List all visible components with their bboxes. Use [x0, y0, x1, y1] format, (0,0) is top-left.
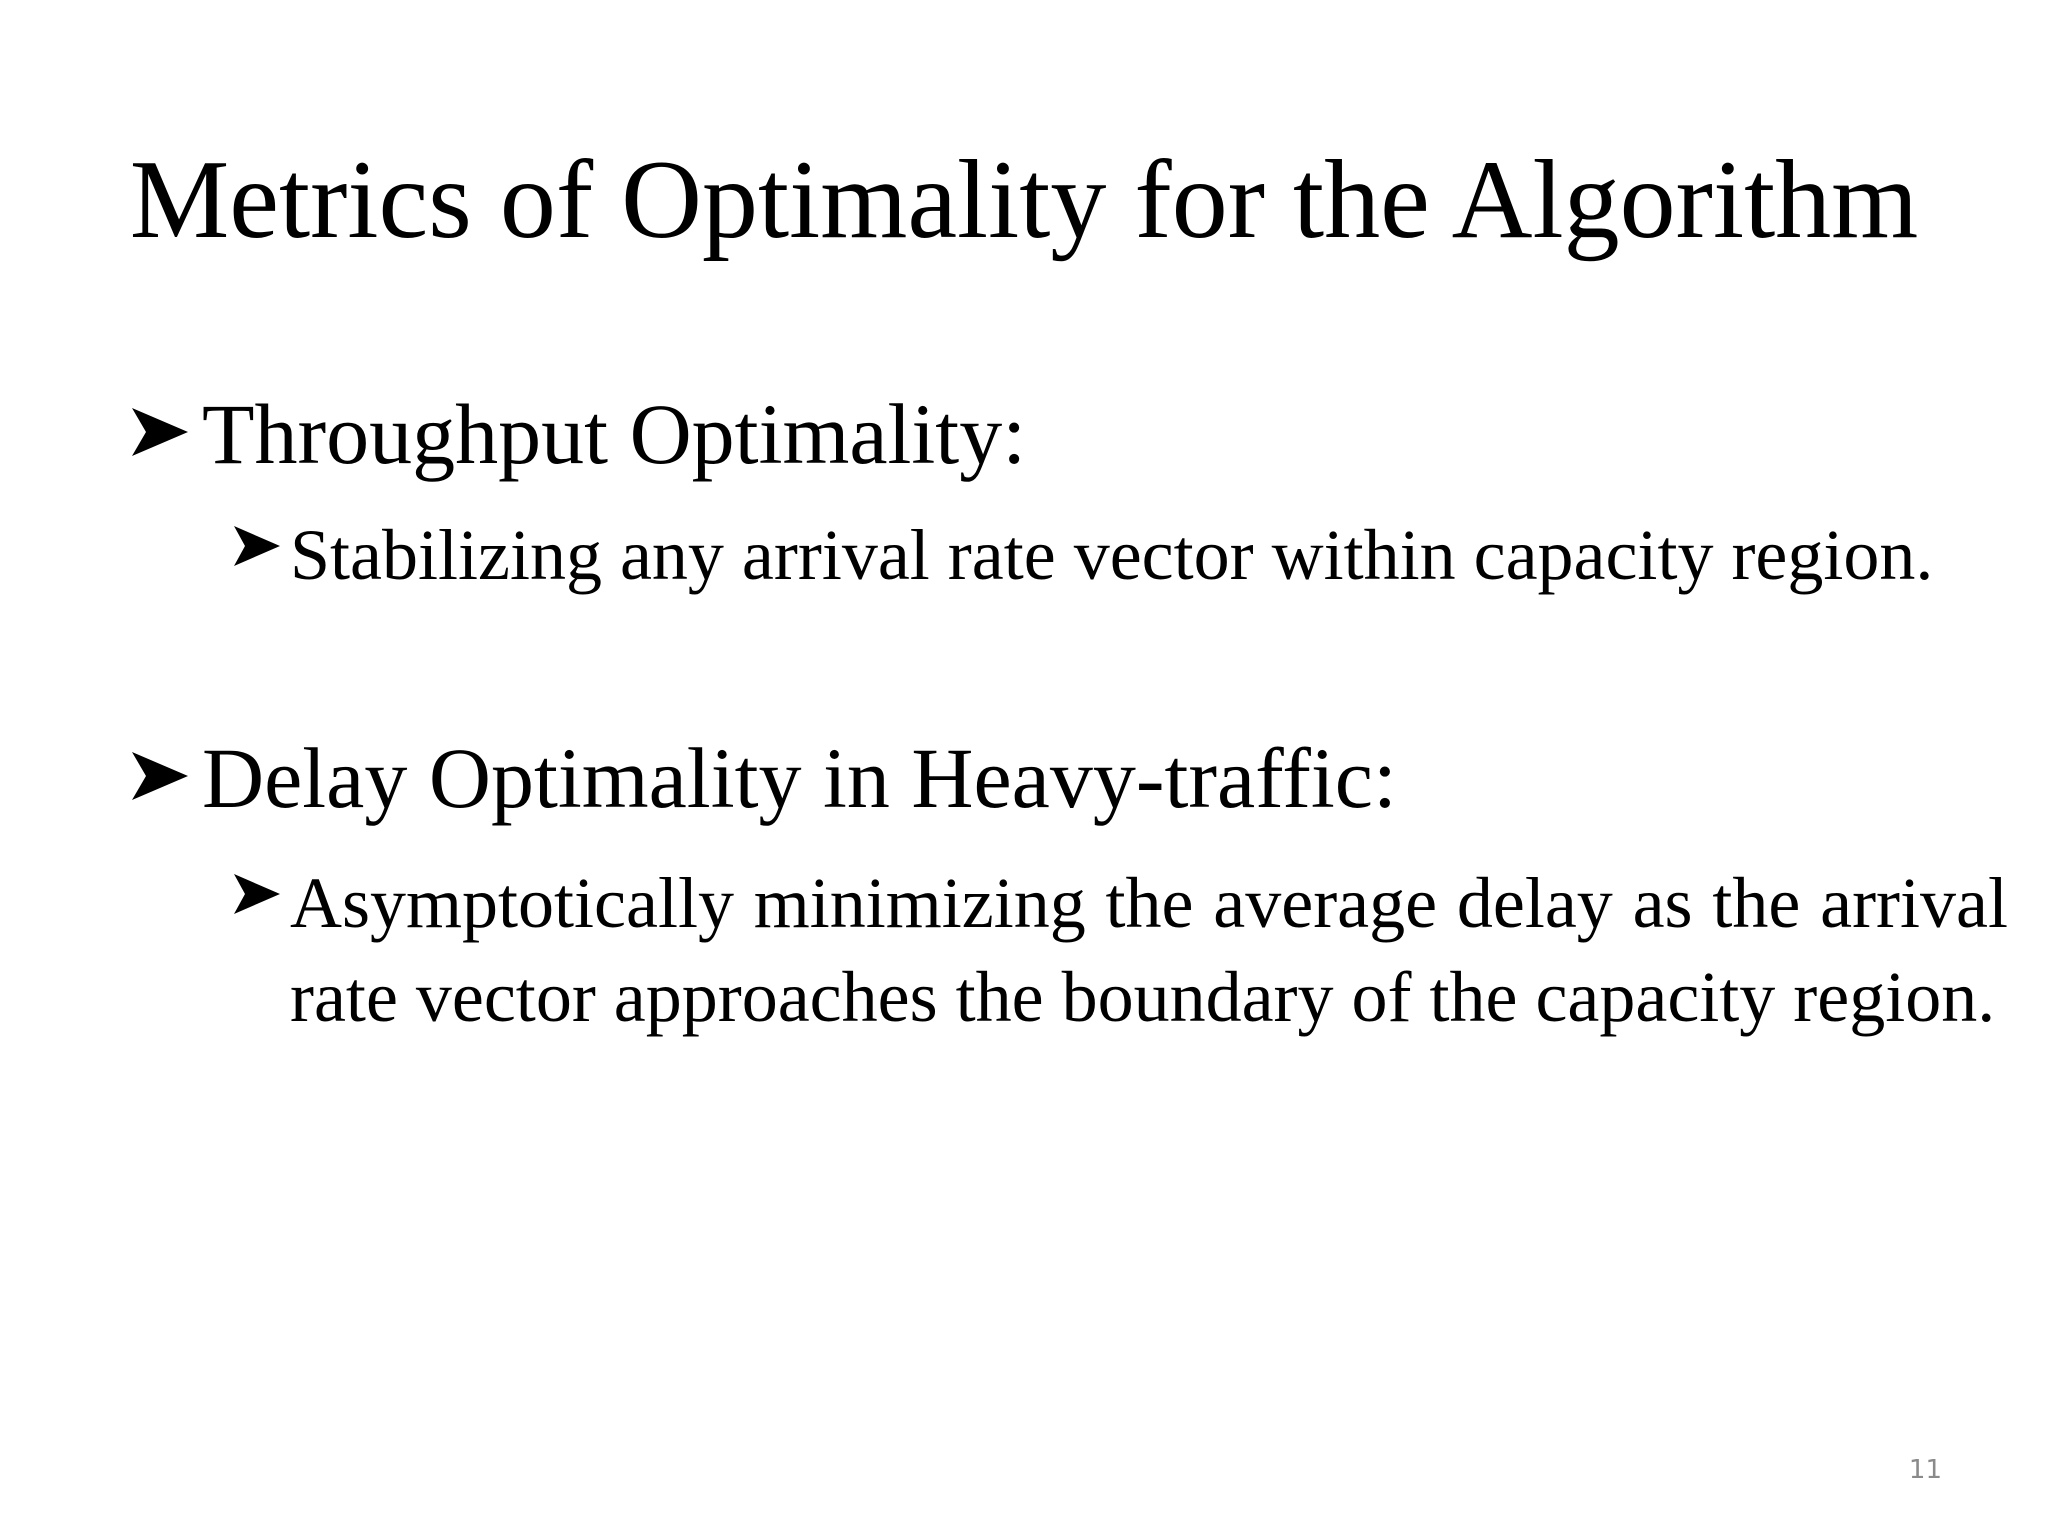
arrowhead-bullet-icon — [232, 872, 282, 916]
bullet-text: Delay Optimality in Heavy-traffic: — [202, 730, 1397, 826]
arrowhead-bullet-icon — [130, 750, 190, 802]
sub-bullet-delay — [232, 856, 2008, 1044]
arrowhead-bullet-icon — [130, 406, 190, 458]
arrowhead-bullet-icon — [232, 524, 282, 568]
sub-bullet-text: Asymptotically minimizing the average delay as the arrival rate vector approaches the boundary of the capacity region. — [290, 863, 2008, 1037]
slide-title: Metrics of Optimality for the Algorithm — [129, 138, 1919, 262]
sub-bullet-throughput — [232, 508, 2008, 602]
sub-bullet-text: Stabilizing any arrival rate vector within capacity region. — [290, 515, 1934, 595]
page-number: 11 — [1908, 1455, 1942, 1485]
bullet-delay-optimality — [130, 728, 1397, 828]
bullet-text: Throughput Optimality: — [202, 386, 1027, 482]
bullet-throughput-optimality — [130, 384, 1026, 484]
